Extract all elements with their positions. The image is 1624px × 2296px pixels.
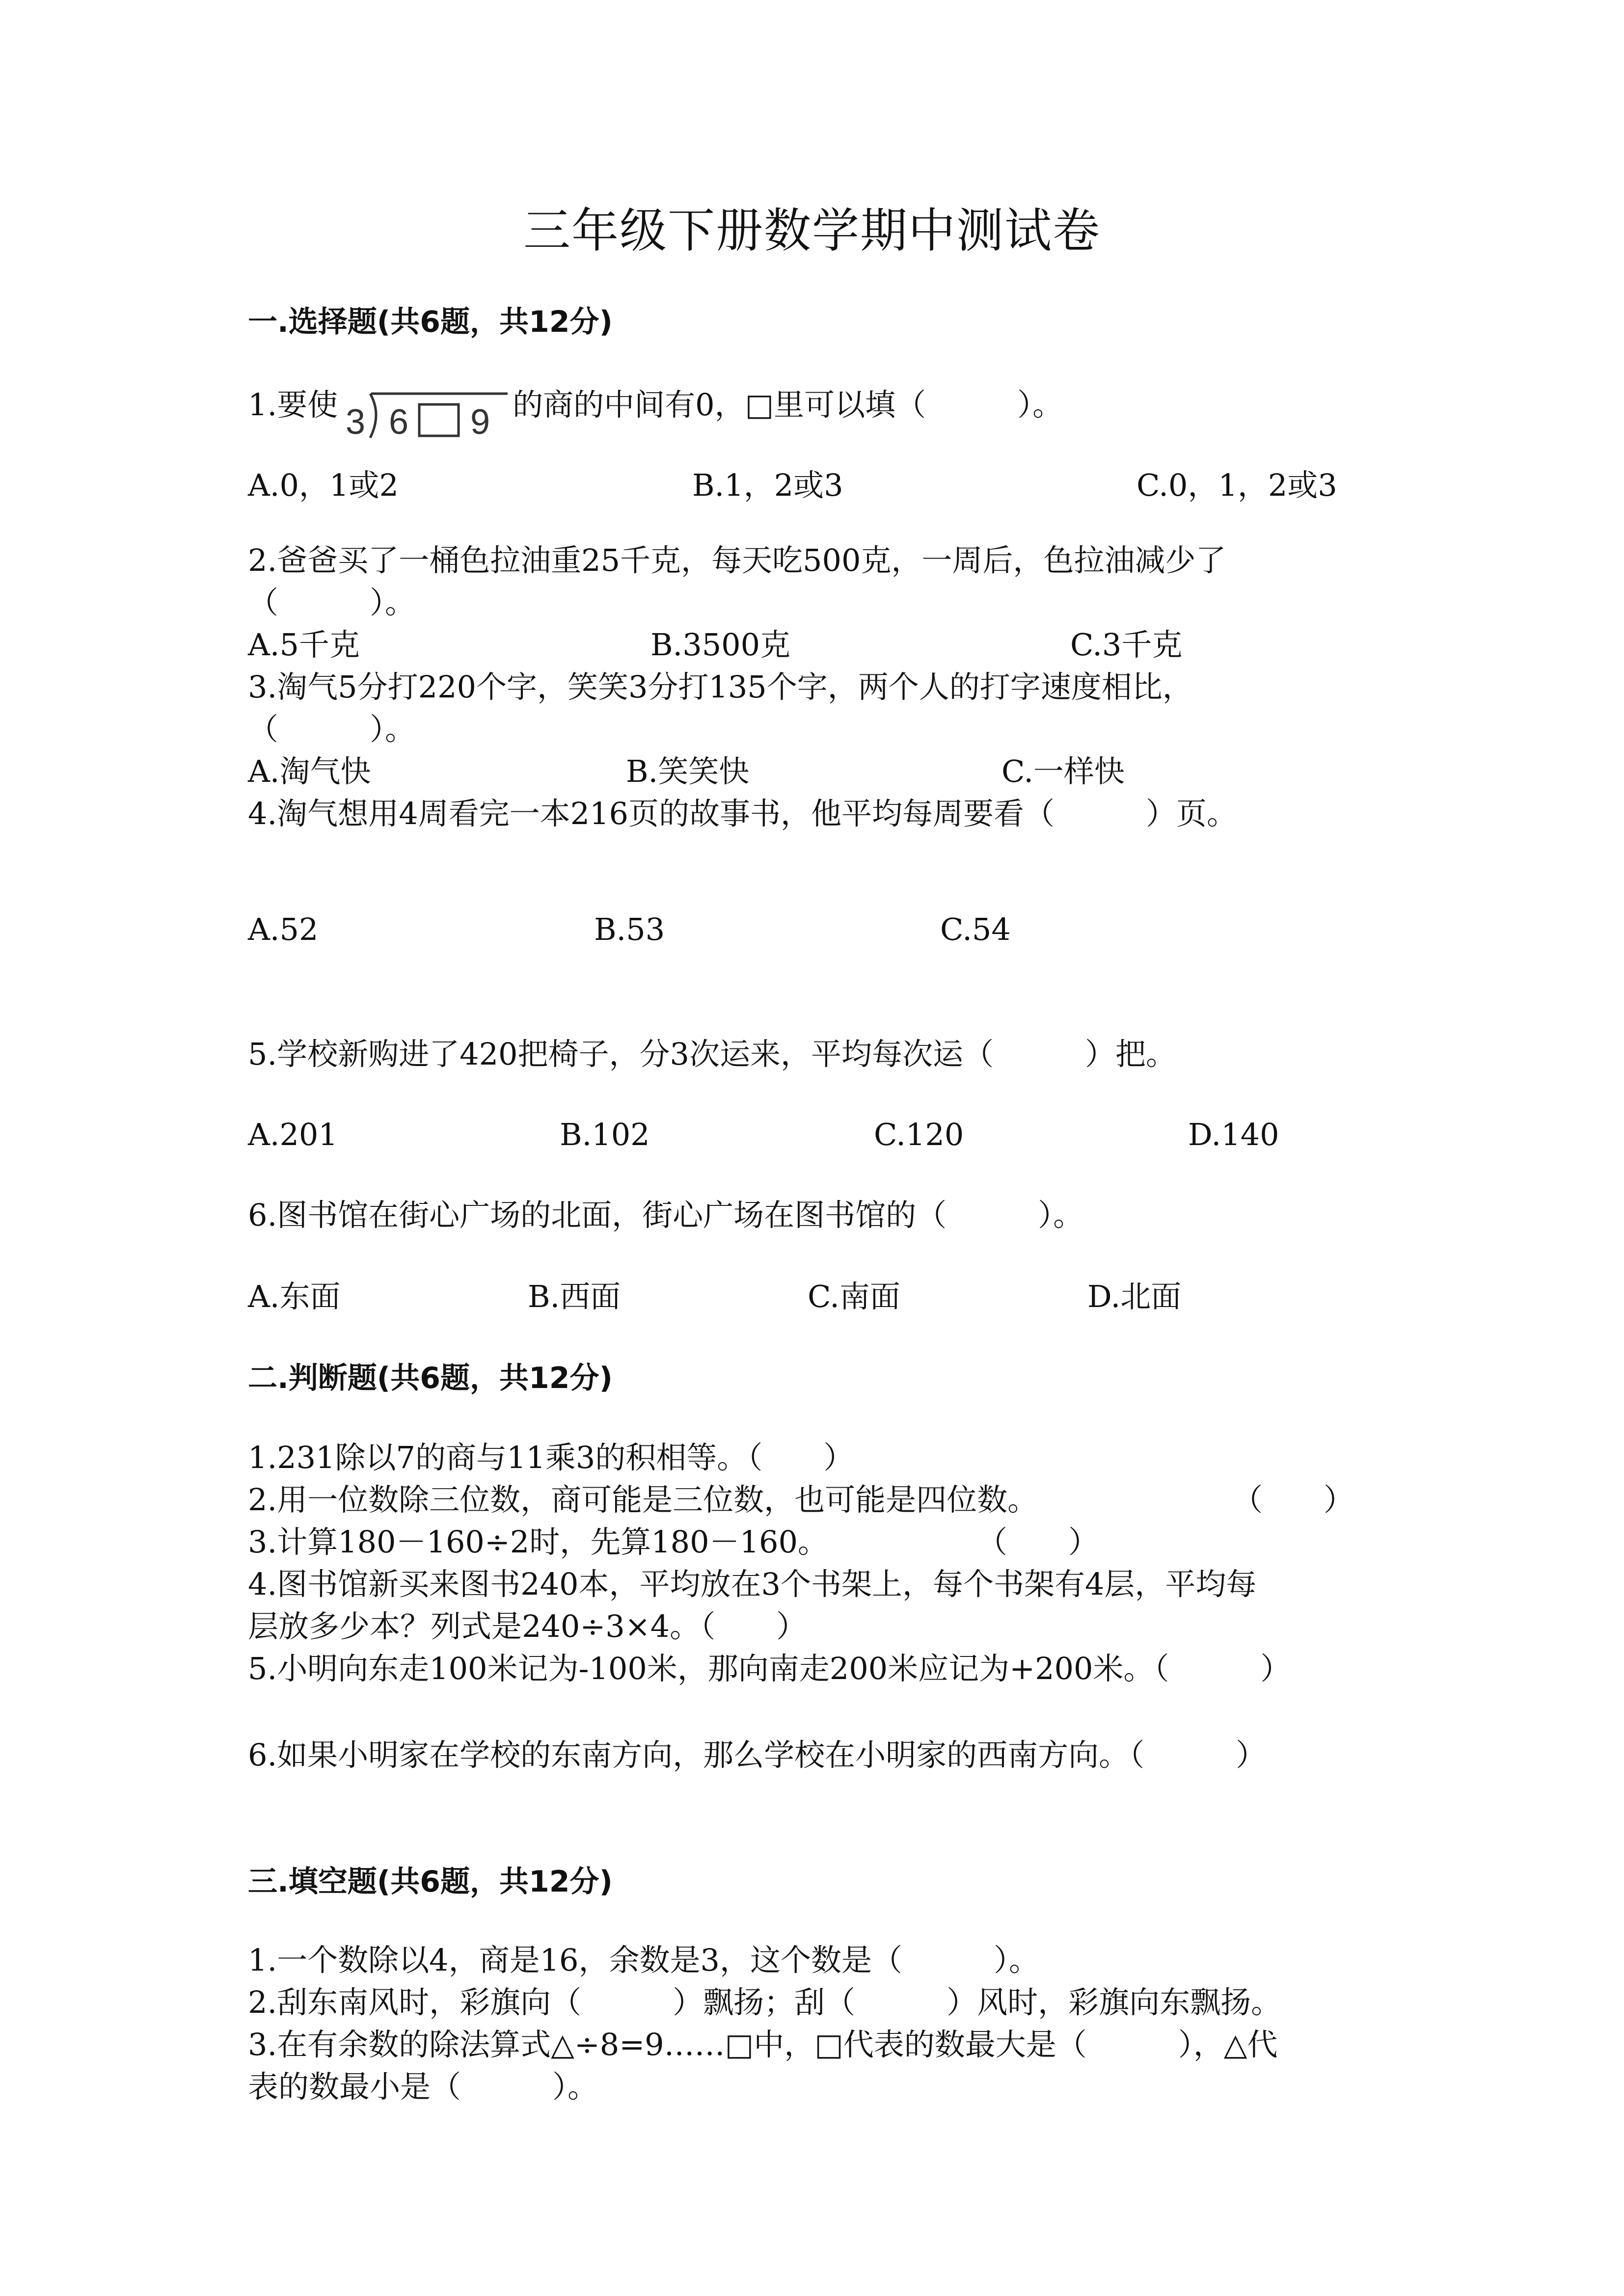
question-text: 1.要使: [248, 387, 338, 423]
judgement-item-1: 1.231除以7的商与11乘3的积相等。（ ）: [248, 1440, 854, 1475]
judgement-item-6: 6.如果小明家在学校的东南方向，那么学校在小明家的西南方向。（ ）: [248, 1737, 1267, 1773]
question-1: [248, 378, 1063, 442]
question-3-line-2: （ ）。: [248, 711, 416, 747]
option-b[interactable]: B.3500克: [650, 627, 791, 663]
answer-paren[interactable]: （ ）: [977, 1524, 1099, 1560]
judgement-item-5: 5.小明向东走100米记为-100米，那向南走200米应记为+200米。（ ）: [248, 1651, 1291, 1686]
dividend-digit-1: 6: [389, 402, 409, 442]
option-a[interactable]: A.东面: [248, 1279, 341, 1314]
option-a[interactable]: A.0，1或2: [248, 467, 399, 503]
judgement-item-4-line-1: 4.图书馆新买来图书240本，平均放在3个书架上，每个书架有4层，平均每: [248, 1566, 1257, 1602]
long-division-figure: [342, 385, 509, 444]
option-c[interactable]: C.0，1，2或3: [1137, 467, 1337, 503]
fill-item-2: 2.刮东南风时，彩旗向（ ）飘扬；刮（ ）风时，彩旗向东飘扬。: [248, 1984, 1282, 2020]
option-c[interactable]: C.南面: [808, 1279, 900, 1314]
option-a[interactable]: A.52: [248, 911, 319, 947]
question-2-line-2: （ ）。: [248, 585, 416, 620]
fill-item-3-line-1: 3.在有余数的除法算式△÷8=9……□中，□代表的数最大是（ ），△代: [248, 2027, 1278, 2062]
option-d[interactable]: D.140: [1188, 1117, 1279, 1152]
page-title: 三年级下册数学期中测试卷: [523, 203, 1101, 258]
question-2-line-1: 2.爸爸买了一桶色拉油重25千克，每天吃500克，一周后，色拉油减少了: [248, 542, 1226, 578]
judgement-item-3: 3.计算180－160÷2时，先算180－160。: [248, 1524, 828, 1560]
divisor-text: 3: [346, 402, 366, 442]
question-6: 6.图书馆在街心广场的北面，街心广场在图书馆的（ ）。: [248, 1197, 1084, 1233]
question-3-line-1: 3.淘气5分打220个字，笑笑3分打135个字，两个人的打字速度相比，: [248, 669, 1193, 705]
option-a[interactable]: A.淘气快: [248, 753, 371, 789]
section-header-fill-blank: 三.填空题(共6题，共12分): [248, 1865, 613, 1899]
option-c[interactable]: C.一样快: [1001, 753, 1125, 789]
option-a[interactable]: A.201: [248, 1117, 338, 1152]
option-b[interactable]: B.笑笑快: [626, 753, 750, 789]
option-b[interactable]: B.西面: [528, 1279, 621, 1314]
option-a[interactable]: A.5千克: [248, 627, 360, 663]
judgement-item-4-line-2: 层放多少本？列式是240÷3×4。（ ）: [248, 1608, 807, 1644]
question-4: 4.淘气想用4周看完一本216页的故事书，他平均每周要看（ ）页。: [248, 796, 1237, 831]
option-b[interactable]: B.53: [594, 911, 665, 947]
division-bracket-icon: [342, 385, 509, 444]
option-b[interactable]: B.1，2或3: [692, 467, 843, 503]
judgement-item-2: 2.用一位数除三位数，商可能是三位数，也可能是四位数。: [248, 1482, 1038, 1518]
section-header-choice: 一.选择题(共6题，共12分): [248, 305, 613, 339]
question-text-after: 的商的中间有0，□里可以填（ ）。: [513, 387, 1063, 423]
fill-item-1: 1.一个数除以4，商是16，余数是3，这个数是（ ）。: [248, 1942, 1039, 1978]
answer-paren[interactable]: （ ）: [1232, 1482, 1354, 1518]
blank-box: [419, 404, 459, 436]
option-d[interactable]: D.北面: [1087, 1279, 1182, 1314]
dividend-digit-3: 9: [470, 402, 490, 442]
option-c[interactable]: C.3千克: [1070, 627, 1183, 663]
option-c[interactable]: C.120: [874, 1117, 964, 1152]
option-b[interactable]: B.102: [560, 1117, 650, 1152]
bracket-curve: [370, 394, 376, 438]
section-header-judgement: 二.判断题(共6题，共12分): [248, 1361, 613, 1395]
question-5: 5.学校新购进了420把椅子，分3次运来，平均每次运（ ）把。: [248, 1036, 1176, 1072]
fill-item-3-line-2: 表的数最小是（ ）。: [248, 2069, 598, 2105]
option-c[interactable]: C.54: [940, 911, 1011, 947]
